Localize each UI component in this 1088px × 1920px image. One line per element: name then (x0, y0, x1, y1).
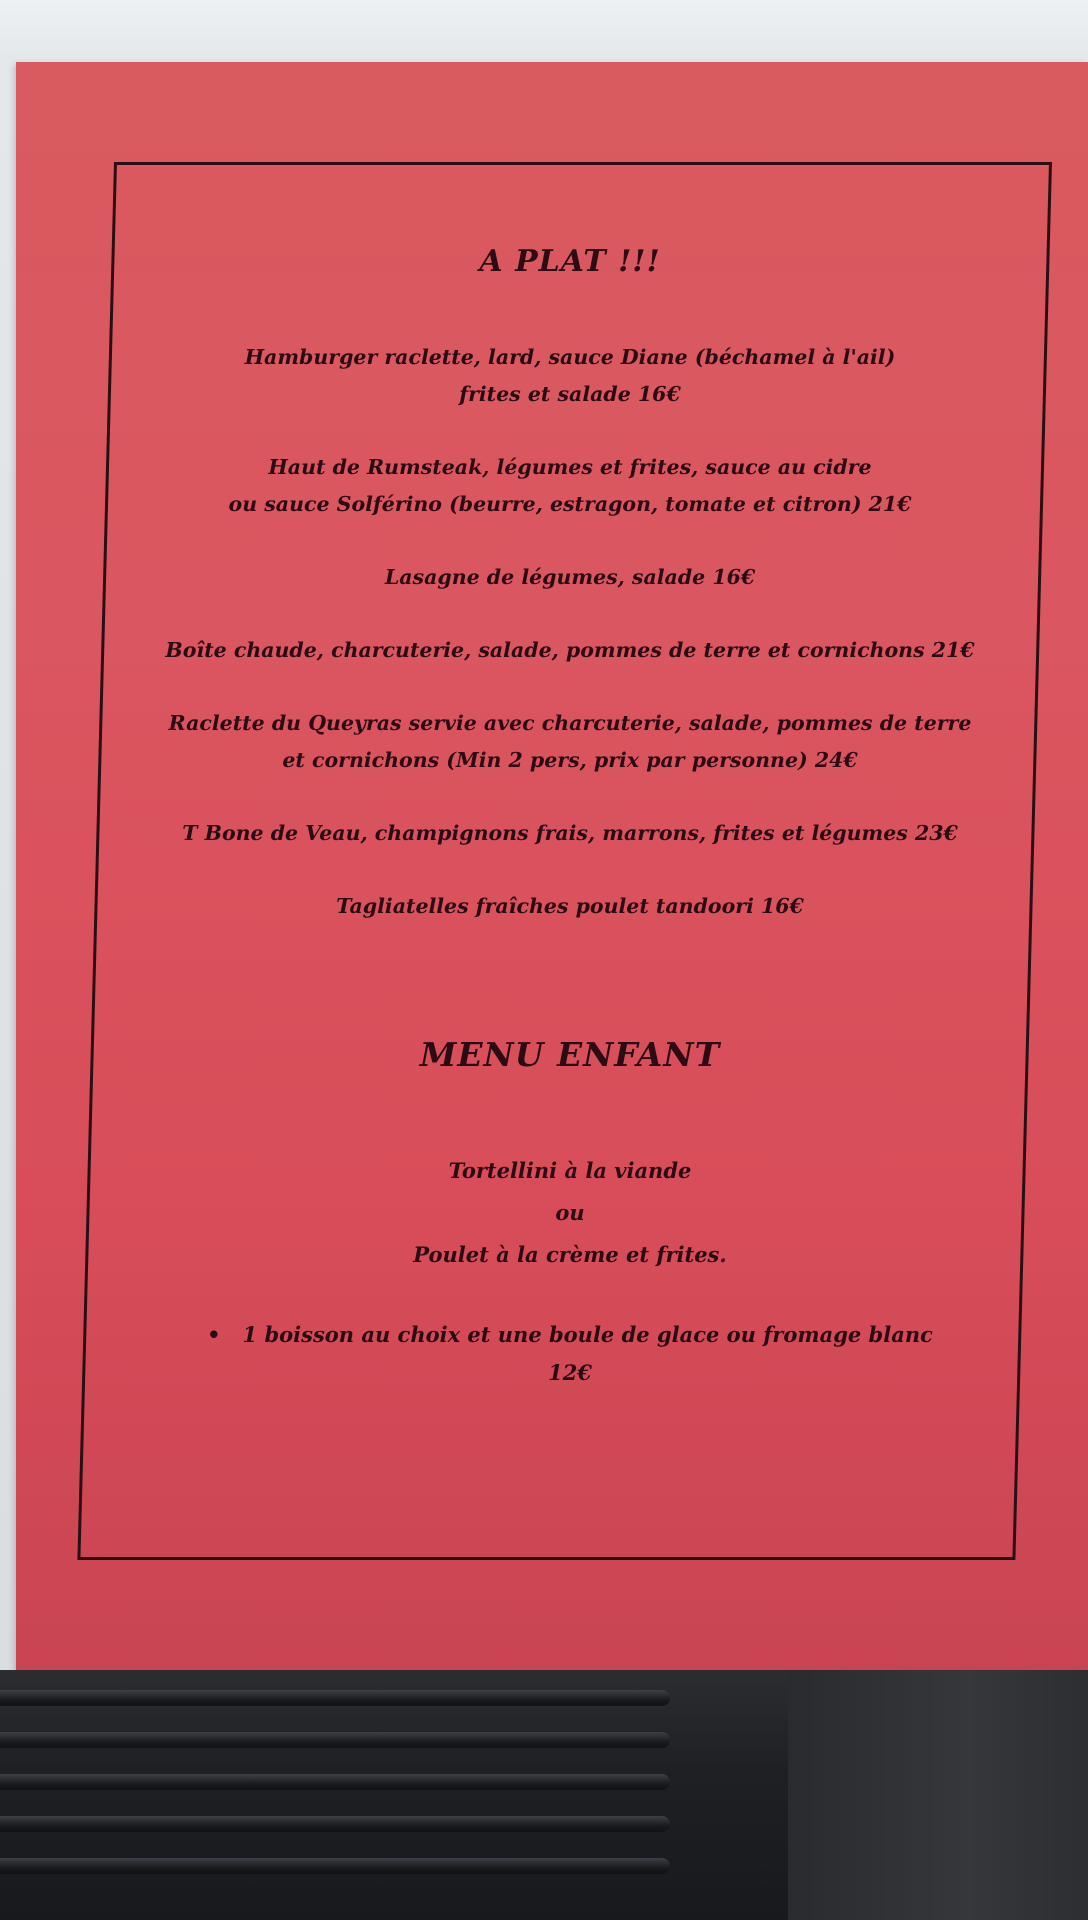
dish-list (100, 339, 1040, 925)
dish-line: Hamburger raclette, lard, sauce Diane (béchamel à l'ail) (244, 345, 896, 369)
kids-choice-line: ou (555, 1200, 585, 1225)
dish-item (100, 815, 1040, 852)
kids-menu-choices (100, 1150, 1040, 1276)
dish-item (100, 559, 1040, 596)
kids-choice-line: Tortellini à la viande (448, 1158, 692, 1183)
dish-line: Lasagne de légumes, salade 16€ (384, 565, 756, 589)
radiator-background (0, 1670, 1088, 1920)
kids-menu-price: 12€ (548, 1360, 592, 1385)
dish-line: Haut de Rumsteak, légumes et frites, sauce au cidre (268, 455, 872, 479)
radiator-rail (0, 1732, 670, 1748)
bullet-icon: • (207, 1322, 221, 1347)
dish-line: Boîte chaude, charcuterie, salade, pommes de terre et cornichons 21€ (165, 638, 975, 662)
kids-extra-row (100, 1316, 1040, 1354)
menu-title: A PLAT !!! (479, 244, 661, 279)
dish-line: ou sauce Solférino (beurre, estragon, tomate et citron) 21€ (228, 492, 912, 516)
dish-line: Tagliatelles fraîches poulet tandoori 16€ (336, 894, 804, 918)
kids-extra-text: 1 boisson au choix et une boule de glace ou fromage blanc (242, 1322, 933, 1347)
dish-line: Raclette du Queyras servie avec charcuterie, salade, pommes de terre (168, 711, 972, 735)
dark-panel (788, 1670, 1088, 1920)
dish-item (100, 705, 1040, 779)
kids-menu-title: MENU ENFANT (419, 1035, 721, 1074)
dish-item (100, 632, 1040, 669)
dish-line: et cornichons (Min 2 pers, prix par personne) 24€ (282, 748, 858, 772)
radiator-rail (0, 1690, 670, 1706)
menu-paper (16, 62, 1088, 1674)
radiator-rail (0, 1858, 670, 1874)
menu-content (100, 172, 1040, 1392)
kids-choice-line: Poulet à la crème et frites. (413, 1242, 727, 1267)
dish-item (100, 888, 1040, 925)
dish-item (100, 339, 1040, 413)
radiator-rail (0, 1816, 670, 1832)
dish-line: frites et salade 16€ (459, 382, 681, 406)
radiator-rail (0, 1774, 670, 1790)
dish-line: T Bone de Veau, champignons frais, marrons, frites et légumes 23€ (182, 821, 958, 845)
kids-menu-extras (100, 1316, 1040, 1392)
dish-item (100, 449, 1040, 523)
